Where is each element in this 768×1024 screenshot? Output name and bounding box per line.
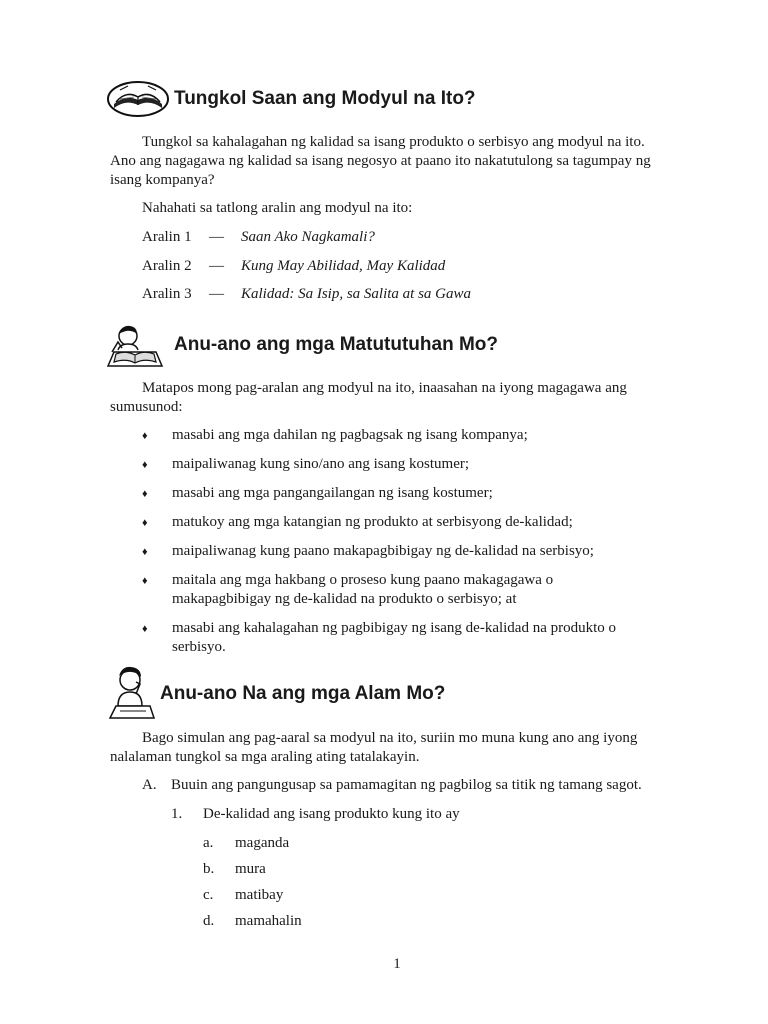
objectives-intro: Matapos mong pag-aralan ang modyul na ito, inaasahan na iyong magagawa ang sumusunod: bbox=[110, 380, 627, 415]
lesson-title: Kung May Abilidad, May Kalidad bbox=[241, 258, 446, 274]
pretest-intro: Bago simulan ang pag-aaral sa modyul na ito, suriin mo muna kung ano ang iyong nalalaman tungkol sa mga araling ating tatalakayin. bbox=[110, 730, 638, 765]
lesson-label: Aralin 1 bbox=[142, 229, 192, 245]
part-label: A. bbox=[142, 777, 157, 793]
lesson-row bbox=[142, 257, 192, 276]
lesson-row bbox=[142, 285, 192, 304]
option-letter: c. bbox=[203, 887, 214, 903]
lesson-dash: — bbox=[209, 258, 224, 274]
section-title-about: Tungkol Saan ang Modyul na Ito? bbox=[174, 88, 476, 109]
lesson-label: Aralin 2 bbox=[142, 258, 192, 274]
bullet-icon: ♦ bbox=[142, 575, 148, 587]
section-title-objectives: Anu-ano ang mga Matututuhan Mo? bbox=[174, 334, 499, 355]
list-item: matukoy ang mga katangian ng produkto at serbisyong de-kalidad; bbox=[172, 514, 573, 530]
option-letter: d. bbox=[203, 913, 215, 929]
about-paragraph-1: Tungkol sa kahalagahan ng kalidad sa isang produkto o serbisyo ang modyul na ito. Ano ang nagagawa ng kalidad sa isang negosyo at paano ito nakatutulong sa tagumpay ng isang kompanya? bbox=[110, 134, 651, 188]
bullet-icon: ♦ bbox=[142, 546, 148, 558]
lesson-dash: — bbox=[209, 229, 224, 245]
open-book-icon bbox=[106, 80, 170, 118]
question-number: 1. bbox=[171, 806, 183, 822]
bullet-icon: ♦ bbox=[142, 430, 148, 442]
lesson-row bbox=[142, 228, 192, 247]
lesson-title: Saan Ako Nagkamali? bbox=[241, 229, 375, 245]
lesson-dash: — bbox=[209, 286, 224, 302]
bullet-icon: ♦ bbox=[142, 488, 148, 500]
list-item: maipaliwanag kung paano makapagbibigay ng de-kalidad na serbisyo; bbox=[172, 543, 594, 559]
list-item: masabi ang kahalagahan ng pagbibigay ng isang de-kalidad na produkto o serbisyo. bbox=[172, 620, 617, 655]
option-letter: b. bbox=[203, 861, 215, 877]
list-item: masabi ang mga dahilan ng pagbagsak ng isang kompanya; bbox=[172, 427, 528, 443]
lesson-title: Kalidad: Sa Isip, sa Salita at sa Gawa bbox=[241, 286, 472, 302]
lesson-label: Aralin 3 bbox=[142, 286, 192, 302]
option-text: mamahalin bbox=[235, 913, 302, 929]
list-item: maitala ang mga hakbang o proseso kung paano makagagawa o makapagbibigay ng de-kalidad na produkto o serbisyo; at bbox=[172, 572, 554, 607]
bullet-icon: ♦ bbox=[142, 459, 148, 471]
about-paragraph-2: Nahahati sa tatlong aralin ang modyul na ito: bbox=[142, 200, 413, 216]
option-text: maganda bbox=[235, 835, 290, 851]
page-number: 1 bbox=[393, 956, 401, 972]
bullet-icon: ♦ bbox=[142, 517, 148, 529]
list-item: maipaliwanag kung sino/ano ang isang kostumer; bbox=[172, 456, 470, 472]
option-letter: a. bbox=[203, 835, 214, 851]
list-item: masabi ang mga pangangailangan ng isang kostumer; bbox=[172, 485, 493, 501]
student-reading-icon bbox=[104, 322, 166, 368]
part-instruction: Buuin ang pangungusap sa pamamagitan ng pagbilog sa titik ng tamang sagot. bbox=[171, 777, 642, 793]
option-text: mura bbox=[235, 861, 266, 877]
student-thinking-icon bbox=[106, 664, 156, 720]
bullet-icon: ♦ bbox=[142, 623, 148, 635]
section-title-pretest: Anu-ano Na ang mga Alam Mo? bbox=[160, 683, 446, 704]
option-text: matibay bbox=[235, 887, 284, 903]
question-text: De-kalidad ang isang produkto kung ito ay bbox=[203, 806, 460, 822]
